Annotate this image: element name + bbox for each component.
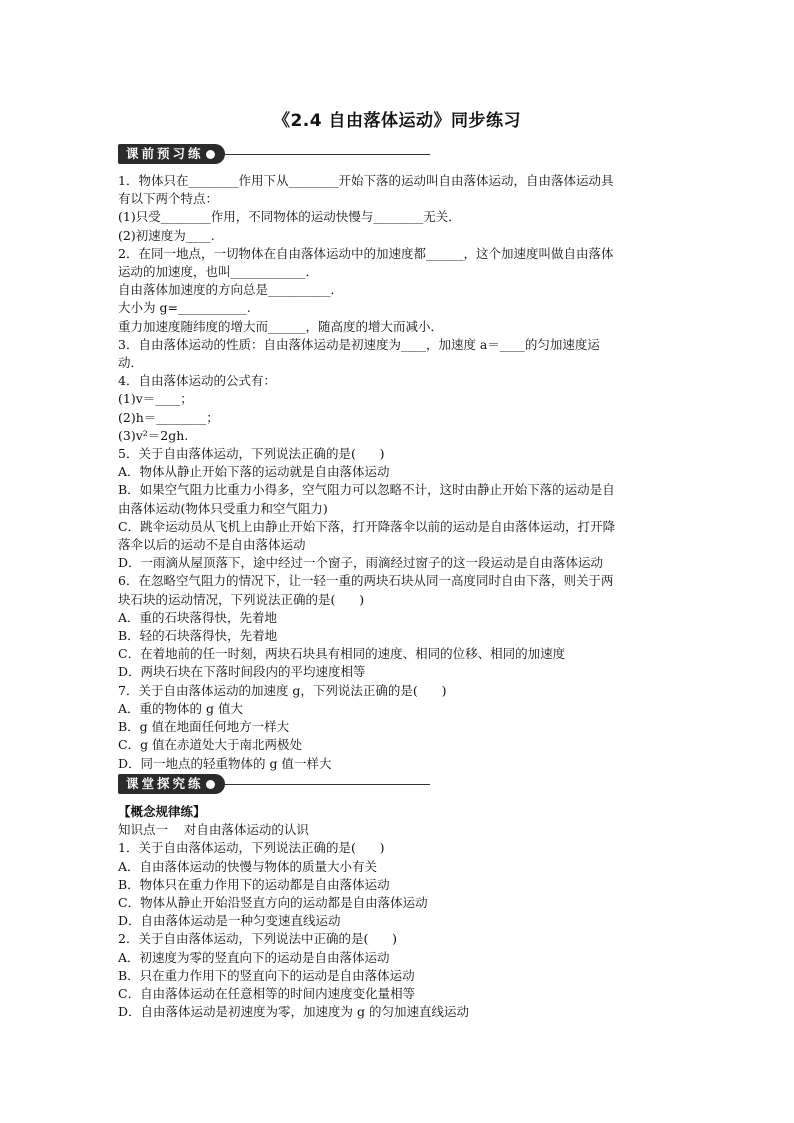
section-rule (225, 154, 430, 155)
text-line: 自由落体加速度的方向总是__________． (118, 282, 344, 298)
section-label-text: 课堂探究练 (126, 776, 204, 791)
text-line: 大小为 g=___________. (118, 300, 251, 316)
section-label-text: 课前预习练 (126, 146, 204, 161)
text-line: 运动的加速度，也叫____________． (118, 264, 319, 280)
text-line: (2)初速度为____. (118, 227, 215, 243)
text-line: (3)v²＝2gh. (118, 427, 189, 443)
text-line: A．物体从静止开始下落的运动就是自由落体运动 (118, 464, 390, 480)
text-line: A．初速度为零的竖直向下的运动是自由落体运动 (118, 949, 390, 965)
section-body-preview (118, 172, 678, 773)
text-line: C．跳伞运动员从飞机上由静止开始下落，打开降落伞以前的运动是自由落体运动，打开降 (118, 518, 616, 534)
text-line: 重力加速度随纬度的增大而______，随高度的增大而减小． (118, 318, 444, 334)
text-line: D．自由落体运动是一种匀变速直线运动 (118, 913, 341, 929)
text-line: 7．关于自由落体运动的加速度 g，下列说法正确的是( ) (118, 682, 447, 698)
text-line: B．轻的石块落得快，先着地 (118, 628, 278, 644)
text-line: 动． (118, 355, 144, 371)
document-title: 《2.4 自由落体运动》同步练习 (272, 111, 522, 131)
text-line: 4．自由落体运动的公式有： (118, 373, 276, 389)
dot-icon (206, 150, 215, 159)
text-line: 落伞以后的运动不是自由落体运动 (118, 537, 306, 553)
text-line: C．g 值在赤道处大于南北两极处 (118, 737, 303, 753)
text-line: 1．关于自由落体运动，下列说法正确的是( ) (118, 840, 385, 856)
text-line: 由落体运动(物体只受重力和空气阻力) (118, 500, 328, 516)
text-line: (2)h＝________； (118, 409, 219, 425)
text-line: 2．在同一地点，一切物体在自由落体运动中的加速度都______，这个加速度叫做自由落体 (118, 245, 614, 261)
text-line: B．只在重力作用下的竖直向下的运动是自由落体运动 (118, 967, 415, 983)
text-line: A．重的石块落得快，先着地 (118, 609, 278, 625)
text-line: 知识点一 对自由落体运动的认识 (118, 822, 309, 838)
section-header-preview (118, 143, 430, 165)
text-line: A．重的物体的 g 值大 (118, 700, 243, 716)
text-line: D．同一地点的轻重物体的 g 值一样大 (118, 755, 332, 771)
text-line: D．两块石块在下落时间段内的平均速度相等 (118, 664, 366, 680)
text-line: C．自由落体运动在任意相等的时间内速度变化量相等 (118, 986, 416, 1002)
text-line: 块石块的运动情况，下列说法正确的是( ) (118, 591, 365, 607)
dot-icon (206, 780, 215, 789)
text-line: D．自由落体运动是初速度为零，加速度为 g 的匀加速直线运动 (118, 1004, 469, 1020)
text-line: A．自由落体运动的快慢与物体的质量大小有关 (118, 858, 378, 874)
text-line: 有以下两个特点： (118, 191, 219, 207)
section-header-class (118, 773, 430, 795)
text-line: 1．物体只在________作用下从________开始下落的运动叫自由落体运动，自由落体运动具 (118, 173, 614, 188)
text-line: 6．在忽略空气阻力的情况下，让一轻一重的两块石块从同一高度同时自由下落，则关于两 (118, 573, 614, 589)
text-line: 5．关于自由落体运动，下列说法正确的是( ) (118, 446, 385, 462)
section-rule (225, 784, 430, 785)
text-line: B．物体只在重力作用下的运动都是自由落体运动 (118, 876, 390, 892)
text-line: (1)只受________作用，不同物体的运动快慢与________无关． (118, 209, 461, 225)
text-line: 2．关于自由落体运动，下列说法中正确的是( ) (118, 931, 398, 947)
text-line: C．物体从静止开始沿竖直方向的运动都是自由落体运动 (118, 895, 428, 911)
section-label (118, 774, 225, 794)
text-line: 3．自由落体运动的性质：自由落体运动是初速度为____，加速度 a＝____的匀加速度运 (118, 336, 600, 352)
section-label (118, 144, 225, 164)
text-line: 【概念规律练】 (118, 804, 206, 819)
text-line: C．在着地前的任一时刻，两块石块具有相同的速度、相同的位移、相同的加速度 (118, 646, 566, 662)
text-line: D．一雨滴从屋顶落下，途中经过一个窗子，雨滴经过窗子的这一段运动是自由落体运动 (118, 555, 604, 571)
section-body-class (118, 803, 678, 1021)
text-line: (1)v＝____； (118, 391, 193, 407)
text-line: B．如果空气阻力比重力小得多，空气阻力可以忽略不计，这时由静止开始下落的运动是自 (118, 482, 615, 498)
text-line: B．g 值在地面任何地方一样大 (118, 719, 290, 735)
